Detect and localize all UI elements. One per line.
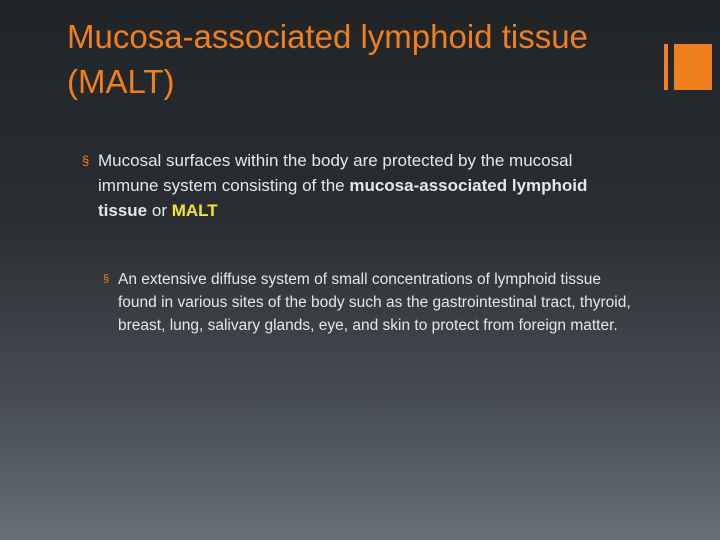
bullet-marker-icon: § — [103, 273, 110, 285]
bullet-level-1-text — [82, 148, 602, 223]
malt-abbreviation: MALT — [171, 201, 218, 220]
bold-term: mucosa-associated lymphoid tissue — [98, 176, 588, 220]
slide-title: Mucosa-associated lymphoid tissue (MALT) — [67, 18, 588, 100]
bullet-text-part: or — [147, 201, 172, 220]
bullet-marker-icon: § — [82, 153, 90, 168]
bullet-level-2-text: An extensive diffuse system of small concentrations of lymphoid tissue found in various sites of the body such as the gastrointestinal tract, thyroid, breast, lung, salivary glands, eye, and skin to protect from foreign matter. — [118, 271, 631, 334]
accent-bar-thin — [664, 44, 668, 90]
bullet-text-part: Mucosal surfaces within the body are protected by the mucosal immune system consisting of the — [98, 151, 573, 195]
accent-bar-decoration — [664, 44, 712, 90]
bullet-level-2 — [103, 268, 643, 337]
bullet-level-1 — [82, 148, 602, 223]
accent-bar-thick — [674, 44, 712, 90]
